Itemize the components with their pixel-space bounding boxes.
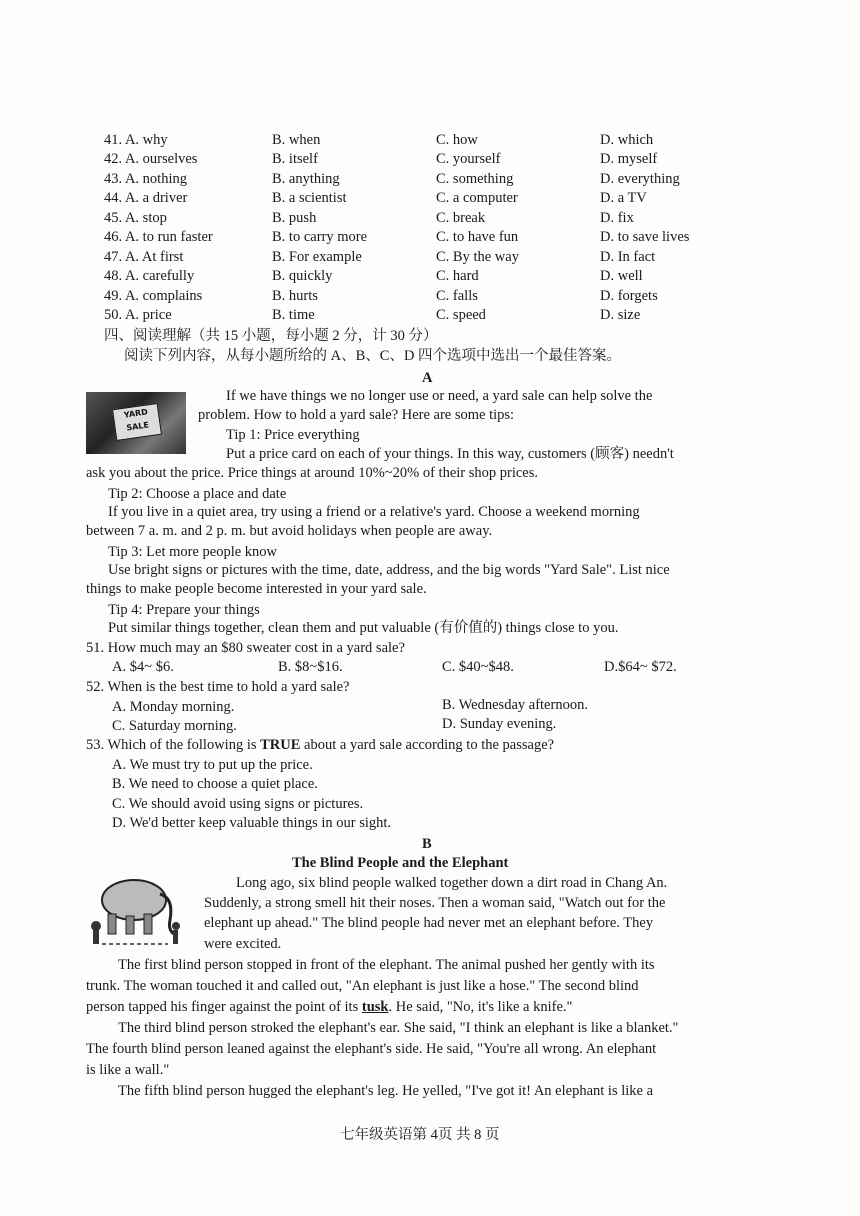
option-b: B. push — [272, 210, 317, 226]
option-d: D. everything — [600, 171, 680, 187]
option-d: D. to save lives — [600, 229, 690, 245]
option-row — [0, 288, 860, 308]
section-heading: 四、阅读理解（共 15 小题，每小题 2 分，计 30 分） — [104, 328, 438, 344]
q51-option-b: B. $8~$16. — [278, 659, 343, 675]
passage-b-line: The first blind person stopped in front of the elephant. The animal pushed her gently with its — [118, 957, 655, 973]
option-d: D. well — [600, 268, 643, 284]
option-row — [0, 132, 860, 152]
underlined-word-tusk: tusk — [361, 999, 389, 1015]
passage-b-line: is like a wall." — [86, 1062, 170, 1078]
option-b: B. hurts — [272, 288, 318, 304]
passage-b-line: The fifth blind person hugged the elephant's leg. He yelled, "I've got it! An elephant is like a — [118, 1083, 654, 1099]
passage-b-title: The Blind People and the Elephant — [292, 855, 509, 871]
option-c: C. yourself — [436, 151, 501, 167]
option-c: C. speed — [436, 307, 486, 323]
q53-option-a: A. We must try to put up the price. — [112, 757, 313, 773]
option-row — [0, 268, 860, 288]
passage-b-line: The fourth blind person leaned against the elephant's side. He said, "You're all wrong. An elephant — [86, 1041, 657, 1057]
option-b: B. anything — [272, 171, 340, 187]
option-c: C. a computer — [436, 190, 518, 206]
q53-option-c: C. We should avoid using signs or pictures. — [112, 796, 364, 812]
option-d: D. In fact — [600, 249, 656, 265]
option-row — [0, 249, 860, 269]
passage-b-line: were excited. — [204, 936, 282, 952]
passage-b-line: elephant up ahead." The blind people had never met an elephant before. They — [204, 915, 654, 931]
passage-a-line: Tip 1: Price everything — [226, 427, 360, 443]
passage-b-line: Long ago, six blind people walked together down a dirt road in Chang An. — [236, 875, 668, 891]
question-53 — [86, 735, 554, 755]
option-b: B. to carry more — [272, 229, 368, 245]
passage-a-line: Tip 3: Let more people know — [108, 544, 278, 560]
question-51: 51. How much may an $80 sweater cost in a yard sale? — [86, 640, 405, 656]
q52-option-a: A. Monday morning. — [112, 699, 235, 715]
option-c: C. hard — [436, 268, 479, 284]
option-d: D. forgets — [600, 288, 658, 304]
option-b: B. For example — [272, 249, 362, 265]
passage-a-line: Tip 2: Choose a place and date — [108, 486, 287, 502]
passage-a-line: problem. How to hold a yard sale? Here are some tips: — [198, 407, 515, 423]
q52-option-d: D. Sunday evening. — [442, 716, 557, 732]
elephant-illustration — [88, 870, 184, 948]
option-a: 46. A. to run faster — [104, 229, 213, 245]
option-row — [0, 210, 860, 230]
passage-a-line: Use bright signs or pictures with the time, date, address, and the big words "Yard Sale". List nice — [108, 562, 670, 578]
option-a: 44. A. a driver — [104, 190, 188, 206]
q51-option-a: A. $4~ $6. — [112, 659, 174, 675]
option-a: 49. A. complains — [104, 288, 203, 304]
page-footer: 七年级英语第 4页 共 8 页 — [340, 1127, 500, 1143]
option-d: D. a TV — [600, 190, 647, 206]
option-c: C. something — [436, 171, 514, 187]
option-row — [0, 229, 860, 249]
option-c: C. falls — [436, 288, 478, 304]
option-d: D. fix — [600, 210, 634, 226]
section-instruction: 阅读下列内容，从每小题所给的 A、B、C、D 四个选项中选出一个最佳答案。 — [124, 348, 622, 364]
q53-text-post: about a yard sale according to the passage? — [300, 737, 555, 753]
option-c: C. By the way — [436, 249, 519, 265]
option-d: D. myself — [600, 151, 658, 167]
q52-option-b: B. Wednesday afternoon. — [442, 697, 588, 713]
option-a: 45. A. stop — [104, 210, 167, 226]
option-b: B. when — [272, 132, 321, 148]
option-row — [0, 190, 860, 210]
passage-a-label: A — [422, 370, 433, 386]
q53-option-b: B. We need to choose a quiet place. — [112, 776, 318, 792]
passage-a-line: between 7 a. m. and 2 p. m. but avoid holidays when people are away. — [86, 523, 493, 539]
option-a: 41. A. why — [104, 132, 168, 148]
passage-b-line: The third blind person stroked the elephant's ear. She said, "I think an elephant is like a blanket." — [118, 1020, 679, 1036]
q53-text-bold: TRUE — [260, 737, 301, 753]
passage-a-line: If you live in a quiet area, try using a friend or a relative's yard. Choose a weekend morning — [108, 504, 640, 520]
option-d: D. size — [600, 307, 641, 323]
option-c: C. how — [436, 132, 478, 148]
passage-b-text: person tapped his finger against the point of its — [86, 999, 362, 1015]
passage-a-line: Put similar things together, clean them and put valuable (有价值的) things close to you. — [108, 620, 619, 636]
option-d: D. which — [600, 132, 654, 148]
option-a: 47. A. At first — [104, 249, 184, 265]
option-b: B. itself — [272, 151, 318, 167]
q51-option-c: C. $40~$48. — [442, 659, 514, 675]
q53-text-pre: 53. Which of the following is — [86, 737, 261, 753]
q52-option-c: C. Saturday morning. — [112, 718, 237, 734]
passage-a-line: things to make people become interested in your yard sale. — [86, 581, 427, 597]
option-a: 43. A. nothing — [104, 171, 187, 187]
option-b: B. a scientist — [272, 190, 347, 206]
option-b: B. time — [272, 307, 315, 323]
option-row — [0, 307, 860, 327]
question-52: 52. When is the best time to hold a yard sale? — [86, 679, 350, 695]
passage-a-line: Put a price card on each of your things. In this way, customers (顾客) needn't — [226, 446, 674, 462]
option-a: 42. A. ourselves — [104, 151, 198, 167]
passage-a-line: If we have things we no longer use or need, a yard sale can help solve the — [226, 388, 653, 404]
option-b: B. quickly — [272, 268, 333, 284]
option-c: C. break — [436, 210, 486, 226]
passage-b-line — [86, 997, 572, 1017]
passage-b-text: . He said, "No, it's like a knife." — [388, 999, 573, 1015]
passage-a-line: ask you about the price. Price things at around 10%~20% of their shop prices. — [86, 465, 538, 481]
yard-sale-sign: YARD SALE — [112, 403, 162, 441]
option-row — [0, 171, 860, 191]
option-a: 48. A. carefully — [104, 268, 195, 284]
passage-b-line: Suddenly, a strong smell hit their noses. Then a woman said, "Watch out for the — [204, 895, 666, 911]
passage-a-line: Tip 4: Prepare your things — [108, 602, 260, 618]
option-a: 50. A. price — [104, 307, 172, 323]
option-row — [0, 151, 860, 171]
q53-option-d: D. We'd better keep valuable things in our sight. — [112, 815, 392, 831]
q51-option-d: D.$64~ $72. — [604, 659, 677, 675]
option-c: C. to have fun — [436, 229, 519, 245]
passage-b-line: trunk. The woman touched it and called out, "An elephant is just like a hose." The second blind — [86, 978, 639, 994]
yard-sale-photo — [86, 392, 186, 454]
passage-b-label: B — [422, 836, 432, 852]
